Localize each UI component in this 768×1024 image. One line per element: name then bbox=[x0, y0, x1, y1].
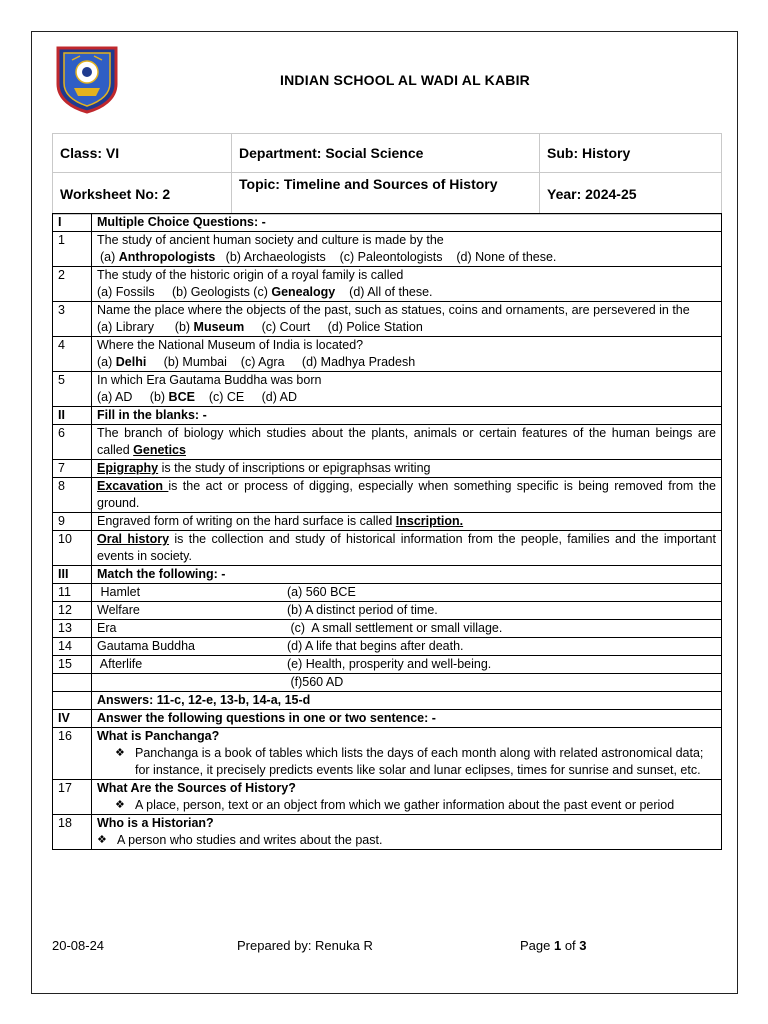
match-left: Welfare bbox=[97, 603, 140, 617]
options-before: (a) bbox=[97, 355, 116, 369]
worksheet-header-table bbox=[52, 133, 722, 215]
section-number: II bbox=[53, 407, 92, 425]
options-before: (a) Fossils (b) Geologists (c) bbox=[97, 285, 272, 299]
blank-answer: Genetics bbox=[133, 443, 186, 457]
answer-options bbox=[97, 354, 716, 371]
section-title: Multiple Choice Questions: - bbox=[92, 214, 722, 232]
blank-answer: Oral history bbox=[97, 532, 170, 546]
correct-option: Delhi bbox=[115, 355, 147, 369]
question-number: 11 bbox=[53, 584, 92, 602]
answer-options bbox=[97, 284, 716, 301]
school-name: INDIAN SCHOOL AL WADI AL KABIR bbox=[280, 72, 530, 88]
question-row bbox=[53, 425, 722, 460]
empty-cell bbox=[53, 692, 92, 710]
question-number: 7 bbox=[53, 460, 92, 478]
match-left: Hamlet bbox=[97, 585, 141, 599]
question-stem: Name the place where the objects of the past, such as statues, coins and ornaments, are persevered in the bbox=[97, 303, 690, 317]
worksheet-cell: Worksheet No: 2 bbox=[53, 173, 232, 215]
question-number: 3 bbox=[53, 302, 92, 337]
question-number: 15 bbox=[53, 656, 92, 674]
question-title: What is Panchanga? bbox=[97, 729, 220, 743]
other-options: (b) Archaeologists (c) Paleontologists (d) None of these. bbox=[215, 250, 557, 264]
other-options: (c) Court (d) Police Station bbox=[244, 320, 423, 334]
sentence: The branch of biology which studies about the plants, animals or certain features of the human beings are called bbox=[97, 426, 716, 457]
question-number: 12 bbox=[53, 602, 92, 620]
question-stem: Where the National Museum of India is located? bbox=[97, 338, 364, 352]
answer-text: Panchanga is a book of tables which lists the days of each month along with related astronomical data; for instance, it precisely predicts events like solar and lunar eclipses, times for sunrise and sunset, etc. bbox=[135, 746, 704, 777]
question-number bbox=[53, 674, 92, 692]
question-row bbox=[53, 513, 722, 531]
sentence: is the act or process of digging, especially when something specific is being removed from the ground. bbox=[97, 479, 716, 510]
section-row bbox=[53, 566, 722, 584]
class-cell: Class: VI bbox=[53, 134, 232, 173]
other-options: (d) All of these. bbox=[335, 285, 433, 299]
page-current: 1 bbox=[553, 938, 562, 953]
question-number: 10 bbox=[53, 531, 92, 566]
department-cell: Department: Social Science bbox=[232, 134, 540, 173]
question-row bbox=[53, 531, 722, 566]
question-number: 5 bbox=[53, 372, 92, 407]
match-row bbox=[53, 638, 722, 656]
match-right: (b) A distinct period of time. bbox=[287, 603, 438, 617]
other-options: (c) CE (d) AD bbox=[194, 390, 298, 404]
match-right: (e) Health, prosperity and well-being. bbox=[287, 657, 492, 671]
options-before: (a) Library (b) bbox=[97, 320, 194, 334]
match-pair bbox=[92, 656, 722, 674]
answer-options bbox=[97, 389, 716, 406]
question-number: 4 bbox=[53, 337, 92, 372]
question-text bbox=[92, 728, 722, 780]
match-row bbox=[53, 584, 722, 602]
answer-options bbox=[97, 249, 716, 266]
question-row bbox=[53, 267, 722, 302]
match-row bbox=[53, 656, 722, 674]
section-row bbox=[53, 710, 722, 728]
option-a-label: (a) bbox=[100, 250, 119, 264]
section-title: Answer the following questions in one or two sentence: - bbox=[92, 710, 722, 728]
question-number: 9 bbox=[53, 513, 92, 531]
question-text bbox=[92, 232, 722, 267]
section-number: IV bbox=[53, 710, 92, 728]
match-right: (a) 560 BCE bbox=[287, 585, 356, 599]
match-right: (c) A small settlement or small village. bbox=[287, 621, 503, 635]
question-number: 1 bbox=[53, 232, 92, 267]
section-title: Fill in the blanks: - bbox=[92, 407, 722, 425]
section-title: Match the following: - bbox=[92, 566, 722, 584]
match-pair bbox=[92, 602, 722, 620]
question-row bbox=[53, 478, 722, 513]
question-number: 6 bbox=[53, 425, 92, 460]
year-cell: Year: 2024-25 bbox=[540, 173, 722, 215]
match-row bbox=[53, 620, 722, 638]
section-number: I bbox=[53, 214, 92, 232]
footer-page-number bbox=[520, 938, 587, 953]
answer-bullet bbox=[97, 745, 716, 779]
answers-row bbox=[53, 692, 722, 710]
correct-option: Genealogy bbox=[271, 285, 336, 299]
answer-text: A place, person, text or an object from which we gather information about the past event or period bbox=[135, 798, 675, 812]
correct-option: Museum bbox=[193, 320, 245, 334]
question-number: 8 bbox=[53, 478, 92, 513]
question-stem: The study of the historic origin of a royal family is called bbox=[97, 268, 404, 282]
match-right: (d) A life that begins after death. bbox=[287, 639, 464, 653]
section-row bbox=[53, 214, 722, 232]
question-stem: The study of ancient human society and culture is made by the bbox=[97, 233, 444, 247]
question-text bbox=[92, 302, 722, 337]
question-stem: In which Era Gautama Buddha was born bbox=[97, 373, 322, 387]
section-row bbox=[53, 407, 722, 425]
sentence: is the study of inscriptions or epigraphsas writing bbox=[158, 461, 431, 475]
subject-cell: Sub: History bbox=[540, 134, 722, 173]
footer-date: 20-08-24 bbox=[52, 938, 105, 953]
section-number: III bbox=[53, 566, 92, 584]
footer-prepared-by: Prepared by: Renuka R bbox=[237, 938, 373, 953]
match-right: (f)560 AD bbox=[287, 675, 344, 689]
question-row bbox=[53, 815, 722, 850]
question-text bbox=[92, 531, 722, 566]
question-text bbox=[92, 337, 722, 372]
question-row bbox=[53, 302, 722, 337]
answer-text: A person who studies and writes about the past. bbox=[117, 833, 383, 847]
correct-option: Anthropologists bbox=[118, 250, 216, 264]
question-title: Who is a Historian? bbox=[97, 816, 214, 830]
match-left: Gautama Buddha bbox=[97, 639, 195, 653]
question-row bbox=[53, 460, 722, 478]
question-text bbox=[92, 513, 722, 531]
sentence: is the collection and study of historical information from the people, families and the important events in society. bbox=[97, 532, 716, 563]
match-left: Afterlife bbox=[97, 657, 143, 671]
blank-answer: Inscription. bbox=[395, 514, 464, 528]
diamond-bullet-icon: ❖ bbox=[115, 747, 125, 759]
blank-answer: Excavation bbox=[97, 479, 169, 493]
question-text bbox=[92, 478, 722, 513]
match-left bbox=[97, 674, 287, 691]
match-row bbox=[53, 674, 722, 692]
topic-cell: Topic: Timeline and Sources of History bbox=[232, 173, 540, 215]
school-crest-logo bbox=[52, 44, 122, 114]
sentence: Engraved form of writing on the hard surface is called bbox=[97, 514, 396, 528]
match-pair bbox=[92, 638, 722, 656]
question-text bbox=[92, 460, 722, 478]
match-pair bbox=[92, 620, 722, 638]
page-total: 3 bbox=[579, 938, 587, 953]
question-text bbox=[92, 780, 722, 815]
diamond-bullet-icon: ❖ bbox=[97, 834, 107, 846]
answer-bullet bbox=[97, 832, 716, 849]
question-text bbox=[92, 425, 722, 460]
page-label: Page bbox=[520, 938, 554, 953]
question-row bbox=[53, 337, 722, 372]
match-left: Era bbox=[97, 621, 117, 635]
blank-answer: Epigraphy bbox=[97, 461, 159, 475]
question-number: 17 bbox=[53, 780, 92, 815]
answer-options bbox=[97, 319, 716, 336]
question-number: 13 bbox=[53, 620, 92, 638]
question-number: 14 bbox=[53, 638, 92, 656]
diamond-bullet-icon: ❖ bbox=[115, 799, 125, 811]
match-pair bbox=[92, 584, 722, 602]
question-row bbox=[53, 372, 722, 407]
question-title: What Are the Sources of History? bbox=[97, 781, 296, 795]
question-number: 16 bbox=[53, 728, 92, 780]
question-number: 18 bbox=[53, 815, 92, 850]
options-before: (a) AD (b) bbox=[97, 390, 169, 404]
question-text bbox=[92, 815, 722, 850]
question-text bbox=[92, 267, 722, 302]
question-row bbox=[53, 780, 722, 815]
match-row bbox=[53, 602, 722, 620]
question-row bbox=[53, 232, 722, 267]
match-answers: Answers: 11-c, 12-e, 13-b, 14-a, 15-d bbox=[92, 692, 722, 710]
question-text bbox=[92, 372, 722, 407]
question-number: 2 bbox=[53, 267, 92, 302]
page-of: of bbox=[561, 938, 580, 953]
match-pair bbox=[92, 674, 722, 692]
answer-bullet bbox=[97, 797, 716, 814]
correct-option: BCE bbox=[168, 390, 195, 404]
question-row bbox=[53, 728, 722, 780]
other-options: (b) Mumbai (c) Agra (d) Madhya Pradesh bbox=[146, 355, 416, 369]
questions-table bbox=[52, 213, 722, 850]
